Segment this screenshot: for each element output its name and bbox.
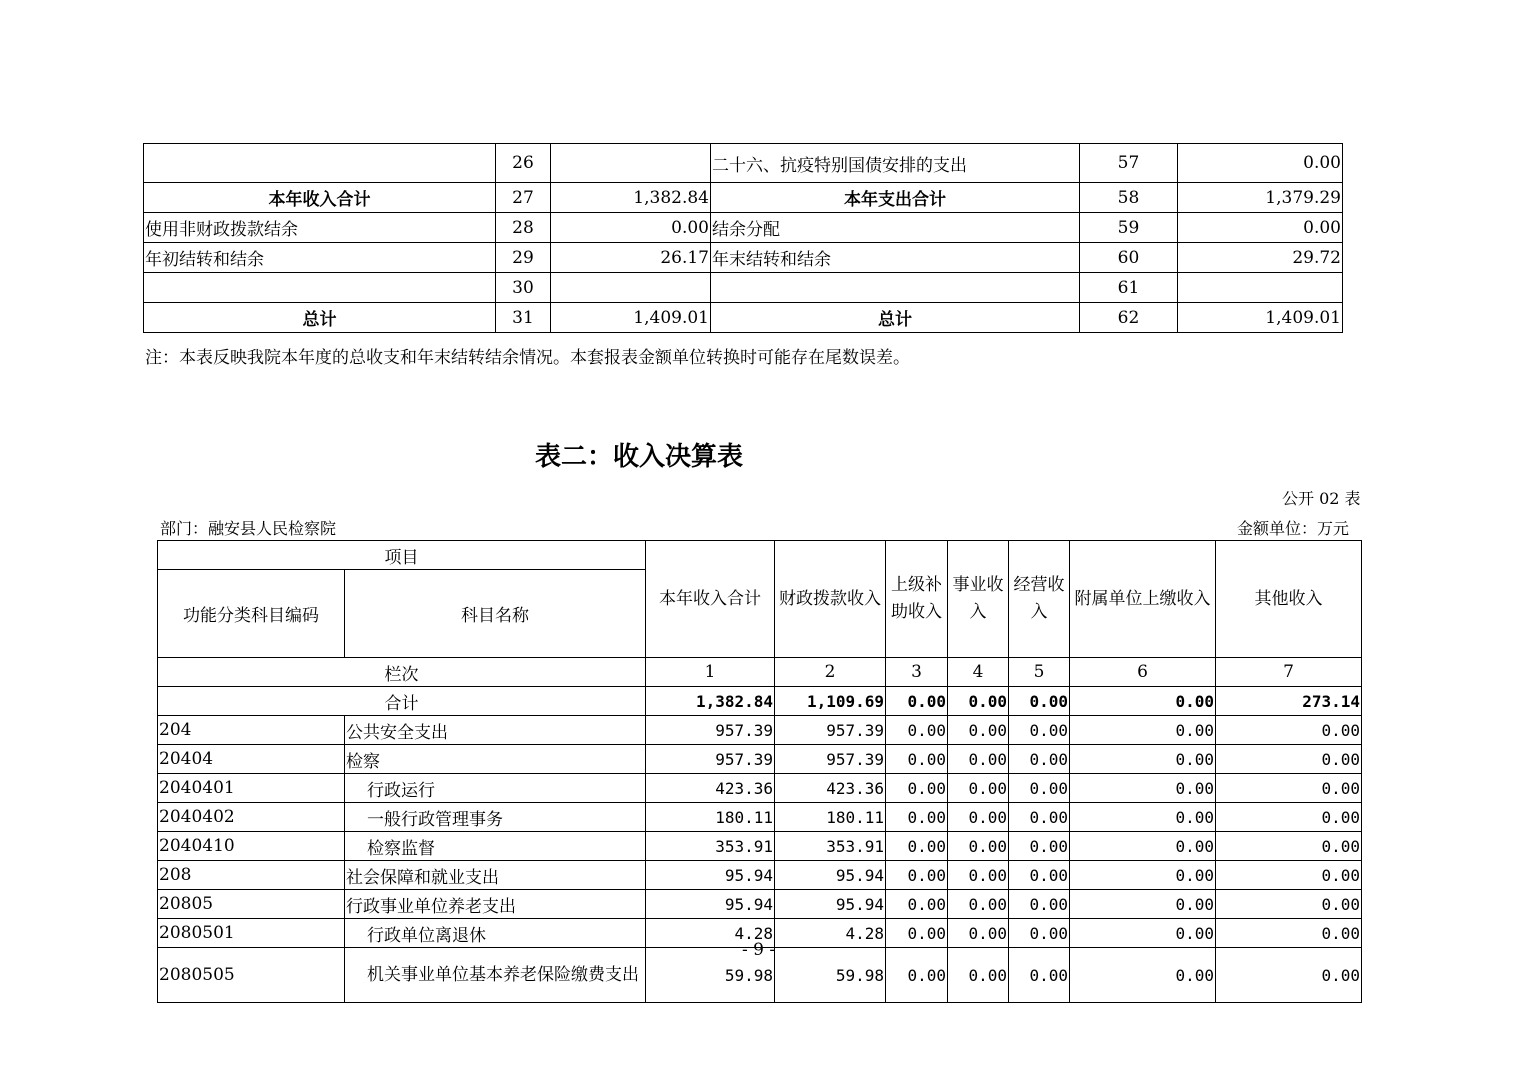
right-label: 二十六、抗疫特别国债安排的支出 — [711, 144, 1080, 183]
total-value: 0.00 — [1009, 687, 1070, 716]
amount-cell: 0.00 — [1070, 948, 1216, 1003]
amount-cell: 0.00 — [1216, 716, 1362, 745]
header-affiliated: 附属单位上缴收入 — [1070, 541, 1216, 658]
left-amount — [551, 273, 711, 303]
amount-cell: 0.00 — [886, 803, 948, 832]
table-row — [144, 183, 1343, 213]
left-amount: 1,382.84 — [551, 183, 711, 213]
amount-cell: 4.28 — [775, 919, 886, 948]
amount-cell: 0.00 — [948, 861, 1009, 890]
right-line-no: 59 — [1080, 213, 1178, 243]
amount-cell: 0.00 — [1070, 774, 1216, 803]
amount-cell: 0.00 — [886, 716, 948, 745]
subject-code: 20404 — [158, 745, 345, 774]
right-line-no: 62 — [1080, 303, 1178, 333]
amount-cell: 353.91 — [646, 832, 775, 861]
subject-name: 社会保障和就业支出 — [345, 861, 646, 890]
table-row — [158, 716, 1362, 745]
column-number: 7 — [1216, 658, 1362, 687]
subject-name: 一般行政管理事务 — [345, 803, 646, 832]
right-label — [711, 273, 1080, 303]
subject-code: 20805 — [158, 890, 345, 919]
subject-code: 2080501 — [158, 919, 345, 948]
amount-cell: 353.91 — [775, 832, 886, 861]
amount-cell: 0.00 — [948, 803, 1009, 832]
subject-code: 2040401 — [158, 774, 345, 803]
amount-cell: 0.00 — [1070, 919, 1216, 948]
subject-name: 公共安全支出 — [345, 716, 646, 745]
table-row — [144, 144, 1343, 183]
table-row — [158, 745, 1362, 774]
amount-cell: 0.00 — [948, 919, 1009, 948]
total-row — [158, 687, 1362, 716]
amount-cell: 180.11 — [646, 803, 775, 832]
table-row — [144, 243, 1343, 273]
column-number-row — [158, 658, 1362, 687]
subject-name: 行政单位离退休 — [345, 919, 646, 948]
subject-name: 行政运行 — [345, 774, 646, 803]
right-amount: 1,379.29 — [1178, 183, 1343, 213]
amount-cell: 0.00 — [886, 919, 948, 948]
amount-cell: 59.98 — [775, 948, 886, 1003]
total-value: 0.00 — [886, 687, 948, 716]
table-row — [158, 832, 1362, 861]
amount-cell: 95.94 — [646, 890, 775, 919]
amount-cell: 0.00 — [948, 832, 1009, 861]
amount-cell: 0.00 — [1009, 745, 1070, 774]
left-line-no: 31 — [496, 303, 551, 333]
amount-cell: 0.00 — [1009, 861, 1070, 890]
left-amount: 26.17 — [551, 243, 711, 273]
amount-cell: 0.00 — [886, 774, 948, 803]
right-label: 年末结转和结余 — [711, 243, 1080, 273]
subject-code: 204 — [158, 716, 345, 745]
amount-cell: 0.00 — [1009, 948, 1070, 1003]
amount-cell: 0.00 — [1009, 803, 1070, 832]
left-line-no: 28 — [496, 213, 551, 243]
column-number: 6 — [1070, 658, 1216, 687]
page-number: - 9 - — [742, 940, 776, 960]
right-label: 结余分配 — [711, 213, 1080, 243]
amount-cell: 0.00 — [1216, 890, 1362, 919]
column-number: 3 — [886, 658, 948, 687]
left-line-no: 27 — [496, 183, 551, 213]
table-row — [158, 861, 1362, 890]
right-amount: 29.72 — [1178, 243, 1343, 273]
table-row — [158, 803, 1362, 832]
right-label: 本年支出合计 — [711, 183, 1080, 213]
column-number-label: 栏次 — [158, 658, 646, 687]
department-label: 部门：融安县人民检察院 — [160, 519, 337, 538]
subject-code: 2040402 — [158, 803, 345, 832]
column-number: 4 — [948, 658, 1009, 687]
left-label: 总计 — [144, 303, 496, 333]
left-line-no: 29 — [496, 243, 551, 273]
right-line-no: 61 — [1080, 273, 1178, 303]
amount-cell: 0.00 — [1216, 832, 1362, 861]
amount-cell: 0.00 — [1216, 774, 1362, 803]
amount-cell: 0.00 — [1009, 890, 1070, 919]
amount-cell: 0.00 — [886, 832, 948, 861]
header-other: 其他收入 — [1216, 541, 1362, 658]
table-row — [158, 774, 1362, 803]
total-value: 273.14 — [1216, 687, 1362, 716]
total-value: 1,109.69 — [775, 687, 886, 716]
right-amount: 0.00 — [1178, 213, 1343, 243]
amount-cell: 0.00 — [1009, 774, 1070, 803]
total-value: 0.00 — [948, 687, 1009, 716]
subject-name: 检察 — [345, 745, 646, 774]
left-amount — [551, 144, 711, 183]
amount-cell: 0.00 — [1070, 890, 1216, 919]
subject-code: 208 — [158, 861, 345, 890]
right-line-no: 58 — [1080, 183, 1178, 213]
amount-cell: 0.00 — [1216, 803, 1362, 832]
header-business: 事业收入 — [948, 541, 1009, 658]
column-number: 2 — [775, 658, 886, 687]
amount-cell: 0.00 — [886, 948, 948, 1003]
amount-cell: 0.00 — [948, 890, 1009, 919]
left-label: 本年收入合计 — [144, 183, 496, 213]
header-row — [158, 541, 1362, 570]
amount-cell: 95.94 — [646, 861, 775, 890]
amount-unit-label: 金额单位：万元 — [1237, 519, 1350, 538]
amount-cell: 0.00 — [1070, 716, 1216, 745]
amount-cell: 0.00 — [1216, 948, 1362, 1003]
amount-cell: 0.00 — [1216, 919, 1362, 948]
amount-cell: 423.36 — [646, 774, 775, 803]
amount-cell: 0.00 — [1009, 832, 1070, 861]
right-label: 总计 — [711, 303, 1080, 333]
income-expense-summary-table — [143, 143, 1343, 333]
table-row — [144, 213, 1343, 243]
subject-name: 行政事业单位养老支出 — [345, 890, 646, 919]
column-number: 5 — [1009, 658, 1070, 687]
right-amount: 1,409.01 — [1178, 303, 1343, 333]
page-title: 表二：收入决算表 — [535, 442, 744, 472]
amount-cell: 0.00 — [886, 745, 948, 774]
amount-cell: 957.39 — [646, 745, 775, 774]
left-amount: 0.00 — [551, 213, 711, 243]
subject-code: 2080505 — [158, 948, 345, 1003]
left-line-no: 26 — [496, 144, 551, 183]
left-label — [144, 144, 496, 183]
total-label: 合计 — [158, 687, 646, 716]
form-id: 公开 02 表 — [1282, 489, 1361, 508]
amount-cell: 0.00 — [1070, 803, 1216, 832]
amount-cell: 95.94 — [775, 890, 886, 919]
left-amount: 1,409.01 — [551, 303, 711, 333]
subject-name: 检察监督 — [345, 832, 646, 861]
amount-cell: 0.00 — [948, 948, 1009, 1003]
right-amount: 0.00 — [1178, 144, 1343, 183]
amount-cell: 0.00 — [948, 745, 1009, 774]
subject-name: 机关事业单位基本养老保险缴费支出 — [345, 948, 646, 1003]
total-value: 0.00 — [1070, 687, 1216, 716]
amount-cell: 0.00 — [1216, 861, 1362, 890]
left-label: 年初结转和结余 — [144, 243, 496, 273]
income-final-accounts-table — [157, 540, 1362, 1003]
header-name: 科目名称 — [345, 570, 646, 658]
amount-cell: 0.00 — [1070, 861, 1216, 890]
header-superior: 上级补助收入 — [886, 541, 948, 658]
amount-cell: 957.39 — [775, 745, 886, 774]
amount-cell: 0.00 — [1009, 919, 1070, 948]
amount-cell: 95.94 — [775, 861, 886, 890]
amount-cell: 0.00 — [1009, 716, 1070, 745]
header-total: 本年收入合计 — [646, 541, 775, 658]
left-line-no: 30 — [496, 273, 551, 303]
amount-cell: 180.11 — [775, 803, 886, 832]
column-number: 1 — [646, 658, 775, 687]
amount-cell: 423.36 — [775, 774, 886, 803]
header-fiscal: 财政拨款收入 — [775, 541, 886, 658]
amount-cell: 59.98 — [646, 948, 775, 1003]
amount-cell: 957.39 — [646, 716, 775, 745]
amount-cell: 0.00 — [1070, 832, 1216, 861]
table-note: 注：本表反映我院本年度的总收支和年末结转结余情况。本套报表金额单位转换时可能存在尾数误差。 — [145, 348, 910, 368]
table-row — [158, 890, 1362, 919]
subject-code: 2040410 — [158, 832, 345, 861]
header-code: 功能分类科目编码 — [158, 570, 345, 658]
amount-cell: 0.00 — [1070, 745, 1216, 774]
right-amount — [1178, 273, 1343, 303]
amount-cell: 0.00 — [1216, 745, 1362, 774]
amount-cell: 0.00 — [948, 774, 1009, 803]
amount-cell: 0.00 — [886, 890, 948, 919]
header-item: 项目 — [158, 541, 646, 570]
left-label: 使用非财政拨款结余 — [144, 213, 496, 243]
amount-cell: 957.39 — [775, 716, 886, 745]
amount-cell: 0.00 — [886, 861, 948, 890]
header-operating: 经营收入 — [1009, 541, 1070, 658]
right-line-no: 57 — [1080, 144, 1178, 183]
right-line-no: 60 — [1080, 243, 1178, 273]
left-label — [144, 273, 496, 303]
amount-cell: 0.00 — [948, 716, 1009, 745]
table-row — [144, 273, 1343, 303]
amount-cell: 4.28 — [646, 919, 775, 948]
table-row — [144, 303, 1343, 333]
total-value: 1,382.84 — [646, 687, 775, 716]
